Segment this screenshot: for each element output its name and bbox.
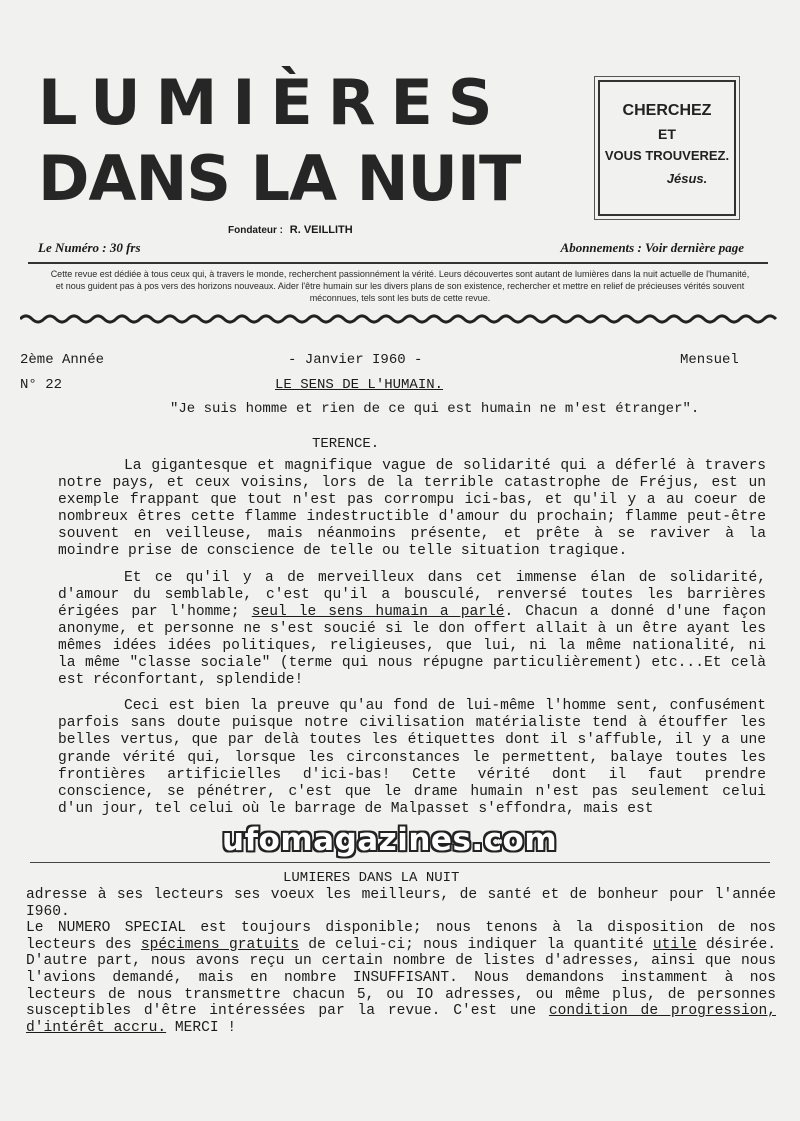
motto-line-3: VOUS TROUVEREZ. bbox=[604, 148, 730, 163]
issue-frequency: Mensuel bbox=[680, 352, 739, 368]
founder-name: R. VEILLITH bbox=[289, 224, 353, 236]
motto-line-2: ET bbox=[658, 126, 676, 142]
issue-number: N° 22 bbox=[20, 377, 63, 393]
founder-line bbox=[228, 224, 353, 236]
header-rule bbox=[28, 262, 768, 264]
wavy-divider bbox=[20, 313, 782, 325]
motto-box bbox=[598, 80, 736, 216]
special-issue-notice: Le NUMERO SPECIAL est toujours disponible; nous tenons à la disposition de nos lecteurs des spécimens gratuits de celui-ci; nous indiquer la quantité utile désirée. D'autre part, nous avons reçu un certain nombre de listes d'adresses, ainsi que nous l'avions demandé, mais en nombre INSUFFISANT. Nous demandons instamment à nos lecteurs de nous transmettre chacun 5, ou IO adresses, ou même plus, de personnes susceptibles d'être intéressées par la revue. C'est une condition de progression, d'intérêt accru. MERCI ! bbox=[26, 920, 777, 1036]
motto-author: Jésus. bbox=[666, 171, 708, 186]
greetings-line: adresse à ses lecteurs ses voeux les meilleurs, de santé et de bonheur pour l'année I960. bbox=[26, 887, 776, 920]
price-subscription-line bbox=[38, 240, 744, 256]
intro-statement: Cette revue est dédiée à tous ceux qui, à travers le monde, recherchent passionnément la vérité. Leurs découvertes sont autant de lumières dans la nuit actuelle de l'humanité, et nous guident pas à pos vers des horizons nouveaux. Aider l'être humain sur les divers plans de son existence, rechercher et mettre en relief de précieuses vérités souvent méconnues, tels sont les buts de cette revue. bbox=[50, 269, 750, 303]
article-paragraph: La gigantesque et magnifique vague de solidarité qui a déferlé à travers notre pays, et ceux voisins, lors de la terrible catastrophe de Fréjus, est un exemple frappant que tout n'est pas corrompu ici-bas, et qu'il y a au coeur de nombreux êtres cette flamme indestructible d'amour du prochain; flamme peut-être souvent en veilleuse, mais néanmoins présente, et prête à se raviver à la moindre prise de conscience de telle ou telle situation tragique. bbox=[58, 458, 766, 560]
section-rule bbox=[30, 862, 770, 863]
epigraph-author: TERENCE. bbox=[312, 436, 380, 452]
underlined-phrase: seul le sens humain a parlé bbox=[251, 603, 505, 620]
subscriptions-note: Abonnements : Voir dernière page bbox=[560, 240, 744, 255]
article-body bbox=[58, 458, 766, 827]
epigraph-quote: "Je suis homme et rien de ce qui est humain ne m'est étranger". bbox=[170, 401, 700, 417]
motto-line-1: CHERCHEZ bbox=[622, 102, 712, 119]
article-title: LE SENS DE L'HUMAIN. bbox=[275, 377, 444, 393]
masthead-line-1: LUMIÈRES bbox=[38, 66, 508, 139]
article-paragraph: Et ce qu'il y a de merveilleux dans cet immense élan de solidarité, d'amour du semblable, c'est qu'il a bousculé, renversé toutes les barrières érigées par l'homme; seul le sens humain a parlé. Chacun a donné d'une façon anonyme, et personne ne s'est soucié si le don offert allait à un être ayant les mêmes idées idées politiques, religieuses, que lui, ni la même nationalité, ni la même "classe sociale" (terme qui nous répugne particulièrement) etc...Et celà est réconfortant, splendide! bbox=[58, 569, 767, 689]
issue-year: 2ème Année bbox=[20, 352, 105, 368]
masthead-line-2: DANS LA NUIT bbox=[38, 142, 521, 215]
greetings-title: LUMIERES DANS LA NUIT bbox=[283, 870, 460, 886]
issue-price: Le Numéro : 30 frs bbox=[38, 240, 141, 255]
masthead-title bbox=[38, 66, 578, 215]
founder-label: Fondateur : bbox=[228, 225, 283, 236]
watermark-logo: ufomagazines.com bbox=[222, 822, 558, 858]
article-paragraph: Ceci est bien la preuve qu'au fond de lui-même l'homme sent, confusément parfois sans doute puisque notre civilisation matérialiste tend à étouffer les belles vertus, que par delà toutes les étiquettes dont il s'affuble, il y a une grande vérité qui, lorsque les circonstances le permettent, balaye toutes les frontières artificielles d'ici-bas! Cette vérité dont il faut prendre conscience, se pénétrer, c'est que le drame humain n'est pas seulement celui d'un jour, tel celui où le barrage de Malpasset s'effondra, mais est bbox=[58, 698, 766, 817]
issue-date: - Janvier I960 - bbox=[288, 352, 423, 368]
greetings-block bbox=[26, 887, 776, 1036]
